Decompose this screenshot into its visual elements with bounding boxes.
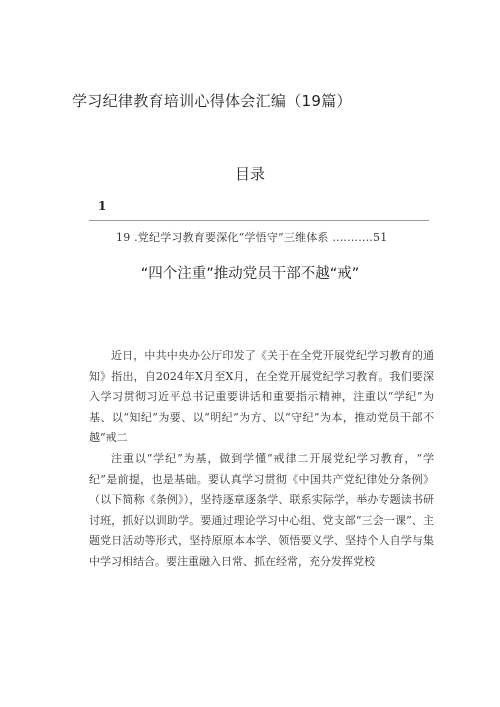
body-text [89,346,434,573]
toc-heading: 目录 [234,165,265,183]
document-title: 学习纪律教育培训心得体会汇编（19篇） [72,92,352,110]
paragraph: 注重以“学纪”为基，做到学懂“戒律二开展党纪学习教育，“学纪”是前提，也是基础。要认真学习贯彻《中国共产党纪律处分条例》（以下简称《条例》），坚持逐章逐条学、联系实际学，举办专题读书研讨班，抓好以训助学。要通过理论学习中心组、党支部“三会一课”、主题党日活动等形式，坚持原原本本学、领悟要义学、坚持个人自学与集中学习相结合。要注重融入日常、抓在经常，充分发挥党校 [89,451,434,568]
paragraph: 近日，中共中央办公厅印发了《关于在全党开展党纪学习教育的通知》指出，自2024年X月至X月，在全党开展党纪学习教育。我们要深入学习贯彻习近平总书记重要讲话和重要指示精神，注重以“学纪”为基、以“知纪”为要、以“明纪”为方、以“守纪”为本，推动党员干部不越“戒二 [89,349,434,445]
toc-divider [89,220,429,221]
toc-entry: 19 .党纪学习教育要深化“学悟守”三维体系 ...........51 [116,231,388,244]
section-title: “四个注重”推动党员干部不越“戒” [140,266,360,282]
toc-number: 1 [98,199,107,213]
